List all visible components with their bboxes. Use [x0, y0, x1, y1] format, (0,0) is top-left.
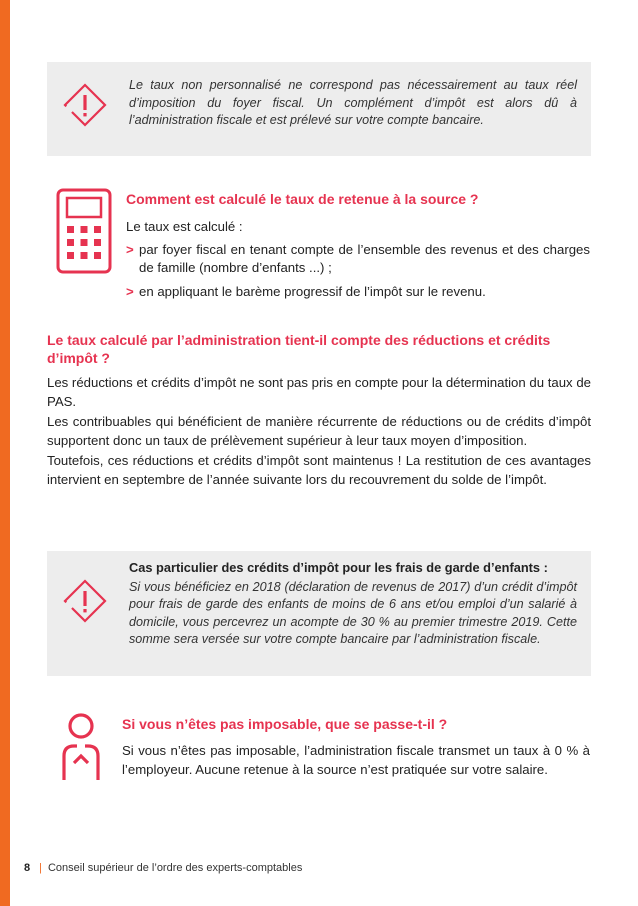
paragraph: Toutefois, ces réductions et crédits d’impôt sont maintenus ! La restitution de ces avantages intervient en septembre de l’année suivante lors du recouvrement du solde de l’impôt.: [47, 453, 591, 487]
paragraph: Les contribuables qui bénéficient de manière récurrente de réductions ou de crédits d’impôt supportent donc un taux de prélèvement supérieur à leur taux moyen d’imposition.: [47, 414, 591, 448]
footer-separator: |: [39, 862, 42, 874]
section-body-calculation: [126, 218, 590, 306]
warning-icon: [62, 578, 108, 624]
note-text: [129, 559, 577, 649]
info-note-box: [47, 62, 591, 156]
note-text: Le taux non personnalisé ne correspond pas nécessairement au taux réel d’imposition du foyer fiscal. Un complément d’impôt est alors dû à l’administration fiscale et est prélevé sur votre compte bancaire.: [129, 78, 577, 127]
footer-text: Conseil supérieur de l’ordre des experts-comptables: [47, 862, 303, 874]
calculation-list: [126, 241, 590, 302]
section-heading-calculation: Comment est calculé le taux de retenue à la source ?: [126, 191, 479, 207]
list-marker: >: [126, 241, 134, 257]
warning-icon: [62, 82, 108, 128]
section-body-reductions: [47, 374, 591, 491]
note-body: Si vous bénéficiez en 2018 (déclaration de revenus de 2017) d’un crédit d’impôt pour frais de garde des enfants de moins de 6 ans et/ou emploi d’un salarié à domicile, vous percevrez un acompte de 30 % au premier trimestre 2019. Cette somme sera versée sur votre compte bancaire par l’administration fiscale.: [129, 579, 577, 646]
special-case-note-box: [47, 551, 591, 676]
page-footer: [24, 862, 302, 874]
calculator-icon: [56, 188, 112, 274]
list-item: > par foyer fiscal en tenant compte de l’ensemble des revenus et des charges de famille (nombre d’enfants ...) ;: [126, 241, 590, 275]
list-item: > en appliquant le barème progressif de l’impôt sur le revenu.: [126, 283, 590, 302]
page-number: 8: [24, 862, 31, 874]
section-body-non-taxable: Si vous n’êtes pas imposable, l’administration fiscale transmet un taux à 0 % à l’employeur. Aucune retenue à la source n’est pratiquée sur votre salaire.: [122, 743, 590, 777]
section-heading-reductions: Le taux calculé par l’administration tient-il compte des réductions et crédits d’impôt ?: [47, 332, 551, 366]
note-title: Cas particulier des crédits d’impôt pour les frais de garde d’enfants :: [129, 560, 548, 575]
section-heading-non-taxable: Si vous n’êtes pas imposable, que se passe-t-il ?: [122, 716, 448, 732]
side-color-bar: [0, 0, 10, 906]
person-icon: [52, 712, 110, 782]
intro-text: Le taux est calculé :: [126, 219, 243, 234]
paragraph: Les réductions et crédits d’impôt ne sont pas pris en compte pour la détermination du taux de PAS.: [47, 375, 591, 409]
list-marker: >: [126, 283, 134, 299]
